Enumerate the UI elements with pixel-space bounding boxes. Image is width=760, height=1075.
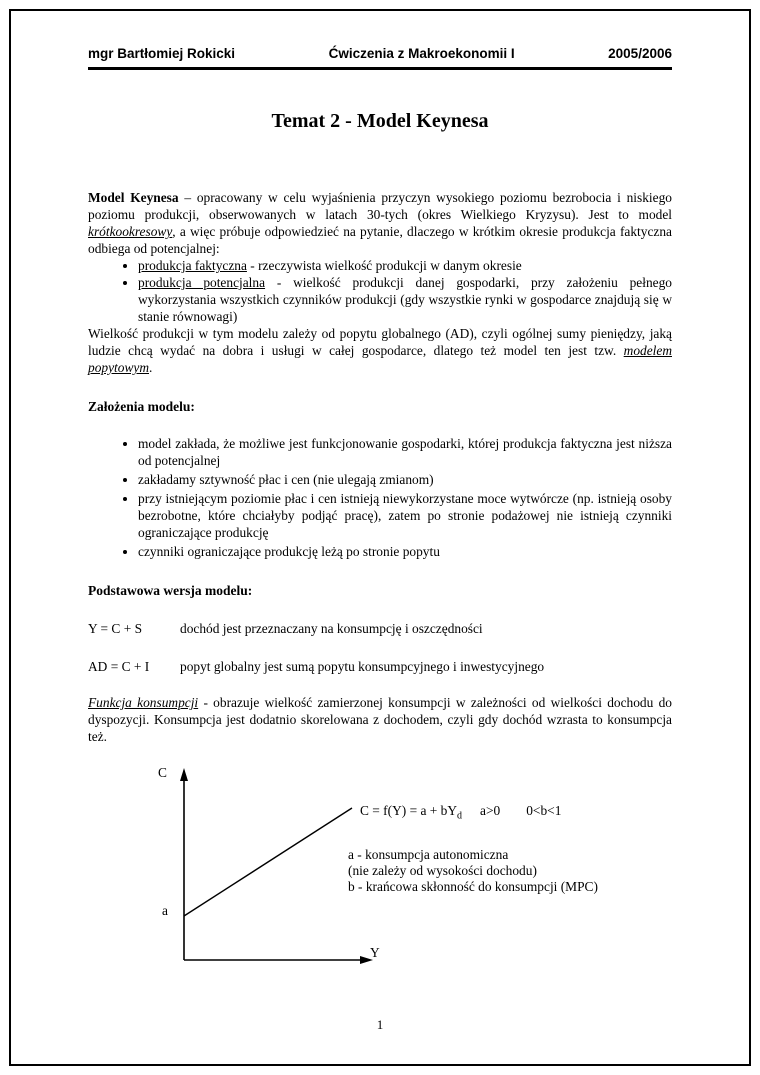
consumption-formula bbox=[360, 803, 561, 825]
document-title: Temat 2 - Model Keynesa bbox=[271, 110, 489, 132]
equation-row-demand bbox=[88, 658, 672, 675]
assumption-text: zakładamy sztywność płac i cen (nie ulegają zmianom) bbox=[138, 472, 434, 487]
assumption-text: przy istniejącym poziomie płac i cen istnieją niewykorzystane moce wytwórcze (np. istnieją osoby bezrobotne, które chciałyby podjąć pracę), zatem po stronie podażowej nie istnieją czynniki ograniczające produkcję bbox=[138, 491, 672, 540]
header-year: 2005/2006 bbox=[608, 46, 672, 61]
formula-subscript: d bbox=[457, 810, 463, 822]
constraint-a: a>0 bbox=[480, 803, 501, 818]
y-axis-label: C bbox=[158, 765, 167, 780]
intro-lead-term: Model Keynesa bbox=[88, 190, 179, 205]
demand-text-1: Wielkość produkcji w tym modelu zależy od popytu globalnego (AD), czyli ogólnej sumy pieniędzy, jaką ludzie chcą wydać na dobra i usługi w całej gospodarce, dlatego też model ten jest tzw. bbox=[88, 326, 672, 358]
list-item bbox=[138, 257, 672, 274]
basic-model-heading: Podstawowa wersja modelu: bbox=[88, 583, 253, 598]
up-arrow-icon bbox=[180, 768, 188, 781]
formula-main: C = f(Y) = a + bY bbox=[360, 803, 458, 818]
page-number: 1 bbox=[376, 1017, 384, 1032]
header-course: Ćwiczenia z Makroekonomii I bbox=[328, 46, 515, 61]
constraint-b: 0<b<1 bbox=[526, 803, 562, 818]
consumption-function-chart bbox=[88, 759, 672, 1004]
annotation-independent-of-income: (nie zależy od wysokości dochodu) bbox=[348, 863, 537, 878]
list-item bbox=[138, 435, 672, 469]
equation-formula: Y = C + S bbox=[88, 621, 143, 636]
list-item bbox=[138, 471, 672, 488]
intro-text-1: – opracowany w celu wyjaśnienia przyczyn wysokiego poziomu bezrobocia i niskiego poziomu produkcji, obserwowanych w latach 30-tych (okres Wielkiego Kryzysu). Jest to model bbox=[88, 190, 672, 222]
demand-model-term: modelem popytowym bbox=[88, 343, 672, 375]
list-item bbox=[138, 543, 672, 560]
consumption-line bbox=[184, 808, 352, 916]
equation-formula: AD = C + I bbox=[88, 659, 150, 674]
definition-term: produkcja potencjalna bbox=[138, 275, 266, 290]
consumption-paragraph bbox=[88, 694, 672, 745]
demand-text-2: . bbox=[149, 360, 153, 375]
assumptions-list bbox=[88, 435, 672, 560]
chart-annotations bbox=[348, 847, 598, 895]
header-divider bbox=[88, 67, 672, 70]
assumption-text: model zakłada, że możliwe jest funkcjonowanie gospodarki, której produkcja faktyczna jest niższa od potencjalnej bbox=[138, 436, 672, 468]
equation-row-income bbox=[88, 620, 672, 637]
intercept-label: a bbox=[162, 903, 168, 918]
list-item bbox=[138, 490, 672, 541]
definition-text: - wielkość produkcji danej gospodarki, przy założeniu pełnego wykorzystania wszystkich czynników produkcji (gdy wszystkie rynki w gospodarce znajdują się w stanie równowagi) bbox=[138, 275, 672, 324]
intro-paragraph bbox=[88, 189, 672, 257]
x-axis-label: Y bbox=[370, 945, 380, 960]
page-content bbox=[88, 0, 672, 1004]
consumption-text: - obrazuje wielkość zamierzonej konsumpcji w zależności od wielkości dochodu do dyspozycji. Konsumpcja jest dodatnio skorelowana z dochodem, czyli gdy dochód wzrasta to konsumpcja też. bbox=[88, 695, 672, 744]
annotation-autonomous-consumption: a - konsumpcja autonomiczna bbox=[348, 847, 509, 862]
definition-term: produkcja faktyczna bbox=[138, 258, 247, 273]
intro-text-2: , a więc próbuje odpowiedzieć na pytanie, dlaczego w krótkim okresie produkcja faktyczna odbiega od potencjalnej: bbox=[88, 224, 672, 256]
page-header bbox=[88, 46, 672, 61]
definition-list bbox=[88, 257, 672, 325]
demand-paragraph bbox=[88, 325, 672, 376]
equation-description: popyt globalny jest sumą popytu konsumpcyjnego i inwestycyjnego bbox=[180, 659, 545, 674]
consumption-function-term: Funkcja konsumpcji bbox=[88, 695, 199, 710]
list-item bbox=[138, 274, 672, 325]
intro-term-short-run: krótkookresowy bbox=[88, 224, 173, 239]
assumptions-heading: Założenia modelu: bbox=[88, 399, 195, 414]
header-author: mgr Bartłomiej Rokicki bbox=[88, 46, 236, 61]
assumption-text: czynniki ograniczające produkcję leżą po stronie popytu bbox=[138, 544, 440, 559]
equation-description: dochód jest przeznaczany na konsumpcję i oszczędności bbox=[180, 621, 483, 636]
annotation-mpc: b - krańcowa skłonność do konsumpcji (MPC) bbox=[348, 879, 598, 894]
definition-text: - rzeczywista wielkość produkcji w danym okresie bbox=[246, 258, 522, 273]
